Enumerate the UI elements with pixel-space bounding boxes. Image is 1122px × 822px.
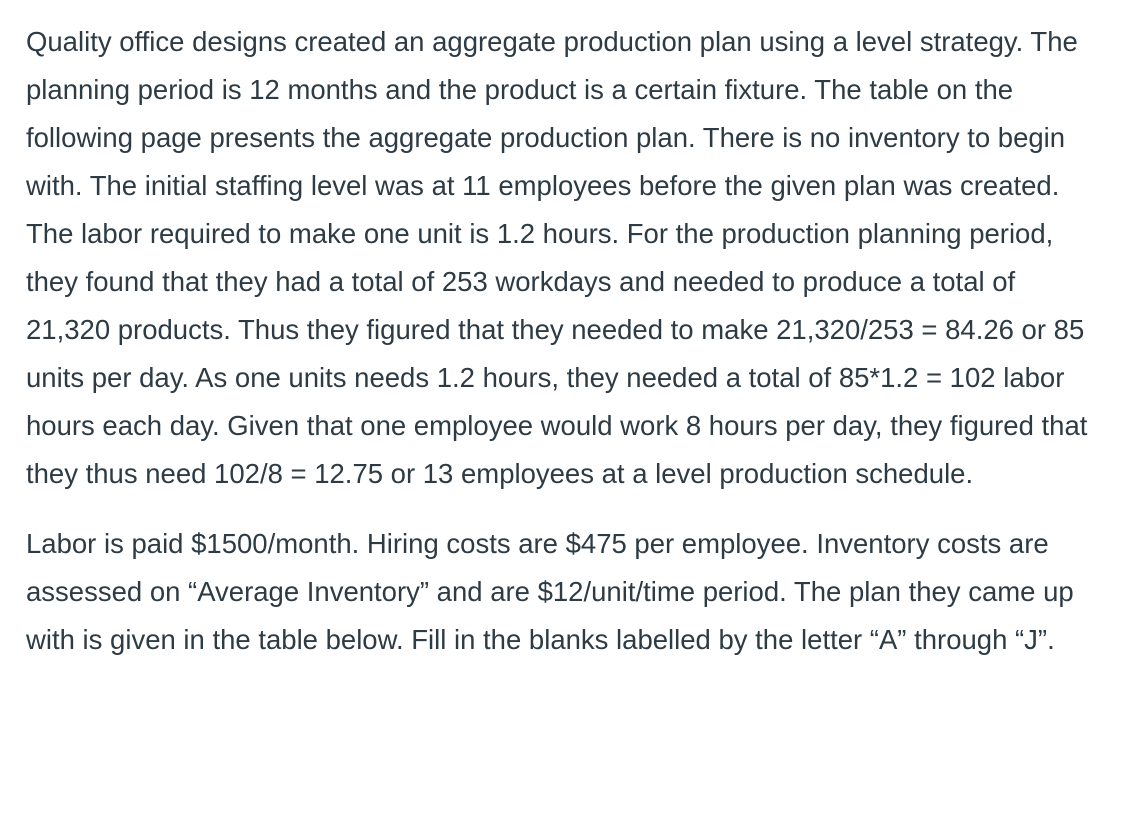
paragraph-costs-instructions: Labor is paid $1500/month. Hiring costs are $475 per employee. Inventory costs are assessed on “Average Inventory” and are $12/unit/time period. The plan they came up with is given in the table below. Fill in the blanks labelled by the letter “A” through “J”. [26,528,1074,655]
paragraph-problem-statement: Quality office designs created an aggregate production plan using a level strategy. The planning period is 12 months and the product is a certain fixture. The table on the following page presents the aggregate production plan. There is no inventory to begin with. The initial staffing level was at 11 employees before the given plan was created. The labor required to make one unit is 1.2 hours. For the production planning period, they found that they had a total of 253 workdays and needed to produce a total of 21,320 products. Thus they figured that they needed to make 21,320/253 = 84.26 or 85 units per day. As one units needs 1.2 hours, they needed a total of 85*1.2 = 102 labor hours each day. Given that one employee would work 8 hours per day, they figured that they thus need 102/8 = 12.75 or 13 employees at a level production schedule. [26,26,1088,489]
